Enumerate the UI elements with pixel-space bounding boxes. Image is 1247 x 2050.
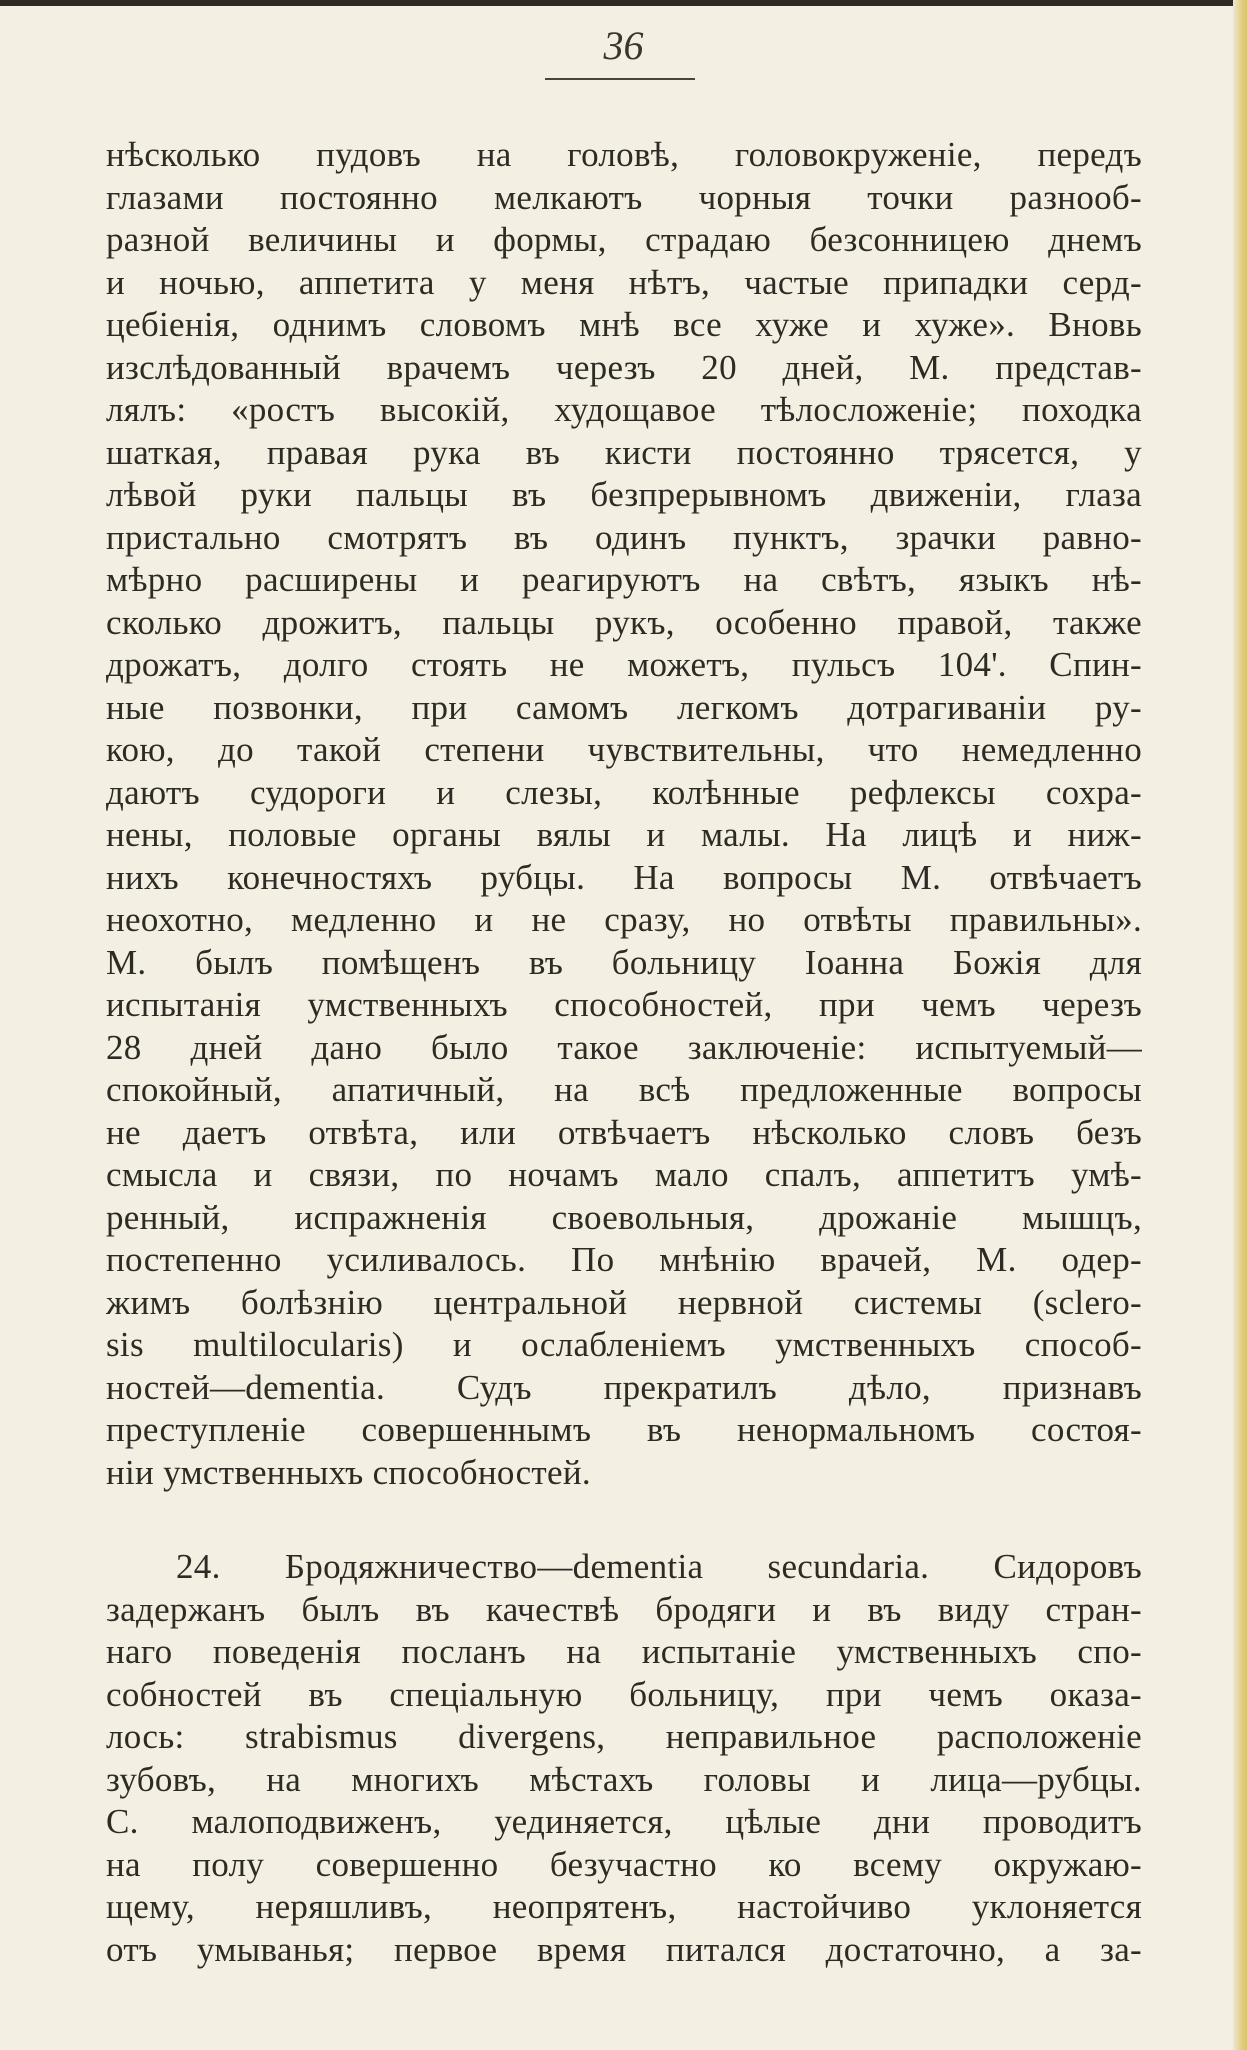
text-line: сколько дрожитъ, пальцы рукъ, особенно правой, также	[106, 602, 1142, 642]
page-right-edge	[1233, 0, 1247, 2050]
text-line: испытанія умственныхъ способностей, при чемъ черезъ	[106, 985, 1142, 1024]
text-line: преступленіе совершеннымъ въ ненормальномъ состоя-	[106, 1410, 1142, 1449]
text-line: отъ умыванья; первое время питался достаточно, а за-	[106, 1929, 1142, 1969]
text-line: и ночью, аппетита у меня нѣтъ, частые припадки серд-	[106, 262, 1142, 302]
text-line: неохотно, медленно и не сразу, но отвѣты правильны».	[106, 900, 1142, 939]
page-top-edge	[0, 0, 1247, 6]
text-line: пристально смотрятъ въ одинъ пунктъ, зрачки равно-	[106, 517, 1142, 557]
text-line: 28 дней дано было такое заключеніе: испытуемый—	[106, 1027, 1142, 1067]
text-line: sis multilocularis) и ослабленіемъ умственныхъ способ-	[106, 1325, 1142, 1364]
text-line: мѣрно расширены и реагируютъ на свѣтъ, языкъ нѣ-	[106, 560, 1142, 599]
text-line: ные позвонки, при самомъ легкомъ дотрагиваніи ру-	[106, 687, 1142, 727]
text-line: нѣсколько пудовъ на головѣ, головокруженіе, передъ	[106, 135, 1142, 174]
text-line: изслѣдованный врачемъ черезъ 20 дней, М. представ-	[106, 347, 1142, 387]
text-line: ностей—dementia. Судъ прекратилъ дѣло, признавъ	[106, 1367, 1142, 1407]
text-line: нихъ конечностяхъ рубцы. На вопросы М. отвѣчаетъ	[106, 857, 1142, 897]
paragraph-2	[106, 1546, 1142, 1971]
text-line: разной величины и формы, страдаю безсонницею днемъ	[106, 220, 1142, 259]
text-line: ніи умственныхъ способностей.	[106, 1452, 591, 1492]
text-line: задержанъ былъ въ качествѣ бродяги и въ виду стран-	[106, 1589, 1142, 1629]
text-line: лялъ: «ростъ высокій, худощавое тѣлосложеніе; походка	[106, 390, 1142, 429]
text-line: собностей въ спеціальную больницу, при чемъ оказа-	[106, 1674, 1142, 1714]
text-line: кою, до такой степени чувствительны, что немедленно	[106, 730, 1142, 769]
text-line: постепенно усиливалось. По мнѣнію врачей, М. одер-	[106, 1240, 1142, 1279]
text-line: цебіенія, однимъ словомъ мнѣ все хуже и хуже». Вновь	[106, 305, 1142, 344]
text-line: 24. Бродяжничество—dementia secundaria. Сидоровъ	[176, 1547, 1142, 1586]
paragraph-1	[106, 134, 1142, 1494]
text-line: дрожатъ, долго стоять не можетъ, пульсъ 104'. Спин-	[106, 645, 1142, 684]
text-line: лѣвой руки пальцы въ безпрерывномъ движеніи, глаза	[106, 475, 1142, 514]
text-line: М. былъ помѣщенъ въ больницу Іоанна Божія для	[106, 942, 1142, 982]
text-line: шаткая, правая рука въ кисти постоянно трясется, у	[106, 432, 1142, 472]
text-line: жимъ болѣзнію центральной нервной системы (sclero-	[106, 1282, 1142, 1322]
text-line: наго поведенія посланъ на испытаніе умственныхъ спо-	[106, 1632, 1142, 1671]
text-line: лось: strabismus divergens, неправильное расположеніе	[106, 1717, 1142, 1756]
text-line: смысла и связи, по ночамъ мало спалъ, аппетитъ умѣ-	[106, 1155, 1142, 1194]
text-line: не даетъ отвѣта, или отвѣчаетъ нѣсколько словъ безъ	[106, 1112, 1142, 1152]
page-number: 36	[603, 23, 644, 68]
text-line: спокойный, апатичный, на всѣ предложенные вопросы	[106, 1070, 1142, 1109]
text-line: на полу совершенно безучастно ко всему окружаю-	[106, 1844, 1142, 1884]
page-number-rule	[545, 78, 695, 80]
text-line: щему, неряшливъ, неопрятенъ, настойчиво уклоняется	[106, 1887, 1142, 1926]
text-line: нены, половые органы вялы и малы. На лицѣ и ниж-	[106, 815, 1142, 854]
text-line: С. малоподвиженъ, уединяется, цѣлые дни проводитъ	[106, 1802, 1142, 1841]
text-line: зубовъ, на многихъ мѣстахъ головы и лица—рубцы.	[106, 1759, 1142, 1799]
text-line: глазами постоянно мелкаютъ чорныя точки разнооб-	[106, 177, 1142, 217]
text-line: ренный, испражненія своевольныя, дрожаніе мышцъ,	[106, 1197, 1142, 1237]
text-line: даютъ судороги и слезы, колѣнные рефлексы сохра-	[106, 772, 1142, 812]
